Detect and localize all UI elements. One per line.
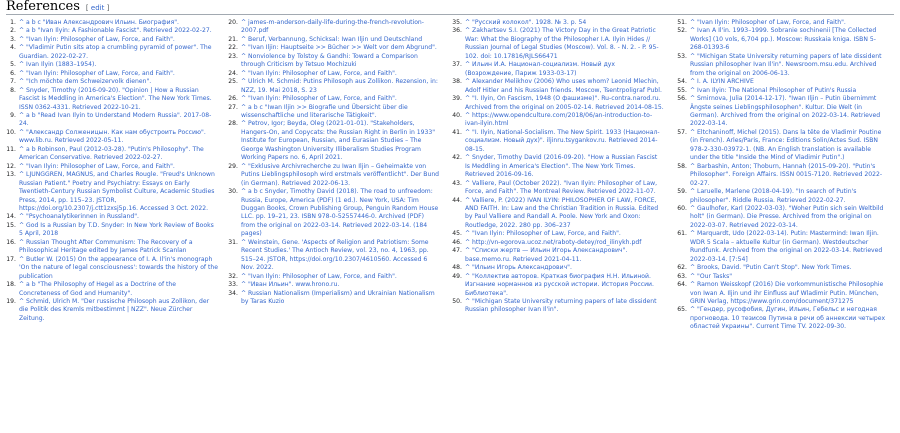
reference-number: 59. <box>677 188 687 196</box>
reference-number: 62. <box>677 264 687 272</box>
reference-item <box>228 239 440 273</box>
reference-citation-link[interactable]: ^ Russian Thought After Communism: The Recovery of a Philosophical Heritage edited by James Patrick Scanlan <box>19 238 193 255</box>
reference-number: 28. <box>228 120 238 128</box>
reference-item <box>6 163 218 171</box>
reference-citation-link[interactable]: ^ Smirnova, Julia (2014-12-17). "Iwan Iljin – Putin übernimmt Ängste seines Lieblingsphilosophen". Kultur. Die Welt (in German). Archived from the original on 2022-03-14. Retrieved 2022-03-14. <box>690 95 881 128</box>
reference-number: 34. <box>228 289 238 297</box>
reference-number: 41. <box>452 128 462 136</box>
reference-item <box>6 256 218 281</box>
reference-citation-link[interactable]: ^ "Александр Солженицын. Как нам обустроить Россию". www.lib.ru. Retrieved 2022-05-11. <box>19 128 206 145</box>
reference-number: 10. <box>6 128 16 136</box>
reference-item <box>228 70 440 78</box>
reference-citation-link[interactable]: ^ Laruelle, Marlene (2018-04-19). "In search of Putin's philosopher". Riddle Russia. Retrieved 2022-02-27. <box>690 188 857 204</box>
reference-item <box>677 27 889 52</box>
reference-citation-link[interactable]: ^ Ivan Ilyin: The National Philosopher of Putin's Russia <box>690 86 857 94</box>
reference-number: 48. <box>452 264 462 272</box>
reference-number: 54. <box>677 78 687 86</box>
reference-number: 29. <box>228 162 238 170</box>
reference-citation-link[interactable]: ^ "Ильин Игорь Александрович". <box>465 264 572 272</box>
reference-citation-link[interactable]: ^ Ivan Ilyin (1883–1954). <box>19 61 97 69</box>
reference-citation-link[interactable]: ^ Brooks, David. "Putin Can't Stop". New York Times. <box>690 264 852 272</box>
reference-citation-link[interactable]: ^ a b "Ivan Ilyin: A Fashionable Fascist". Retrieved 2022-02-27. <box>19 27 212 35</box>
reference-number: 51. <box>677 19 687 26</box>
reference-item <box>452 154 664 179</box>
reference-number: 25. <box>228 78 238 86</box>
reference-number: 39. <box>452 95 462 103</box>
reference-item <box>452 61 664 78</box>
reference-number: 30. <box>228 188 238 196</box>
reference-item <box>228 104 440 121</box>
reference-citation-link[interactable]: ^ "Коллектив авторов. Краткая биография Н.Н. Ильиной. Изгнание норманнов из русской истории. История России. Библиотека". <box>465 272 654 297</box>
reference-citation-link[interactable]: ^ LJUNGGREN, MAGNUS, and Charles Rougle. "Freud's Unknown Russian Patient." Poetry and Psychiatry: Essays on Early Twentieth-Century Russian Symbolist Culture, Academic Studies Press, 2014, pp. 115–23. JSTOR, https://doi.org/10.2307/j.ctt1zxsj5p.16. Accessed 3 Oct. 2022. <box>19 171 215 212</box>
reference-citation-link[interactable]: ^ Valliere, Paul (October 2022). "Ivan Ilyin: Philosopher of Law, Force, and Faith". The Montreal Review. Retrieved 2022-11-07. <box>465 179 658 196</box>
reference-citation-link[interactable]: ^ "Ich möchte dem Schweizervolk dienen". <box>19 78 152 86</box>
reference-citation-link[interactable]: ^ a b c Snyder, Timothy David (2018). The road to unfreedom: Russia, Europe, America (PDF) (1 ed.). New York, USA: Tim Duggan Books, Crown Publishing Group, Penguin Random House LLC. pp. 19–21, 23. ISBN 978-0-52557446-0. Archived (PDF) from the original on 2022-03-14. Retrieved 2022-03-14. (184 pages) <box>241 188 439 238</box>
reference-item <box>452 264 664 272</box>
reference-item <box>228 78 440 95</box>
reference-item <box>6 70 218 78</box>
reference-citation-link[interactable]: ^ Russian Nationalism (Imperialism) and Ukrainian Nationalism by Taras Kuzio <box>241 289 435 305</box>
reference-citation-link[interactable]: ^ Snyder, Timothy (2016-09-20). "Opinion | How a Russian Fascist Is Meddling in America's Election". The New York Times. ISSN 0362-4331. Retrieved 2022-10-21. <box>19 86 212 111</box>
section-title: References <box>6 0 80 14</box>
reference-number: 15. <box>6 221 16 229</box>
reference-number: 61. <box>677 230 687 238</box>
reference-number: 63. <box>677 272 687 280</box>
reference-item <box>6 298 218 323</box>
reference-number: 50. <box>452 297 462 305</box>
reference-item <box>677 53 889 78</box>
reference-citation-link[interactable]: ^ Ramon Weisskopf (2016) Die vorkommunistische Philosophie von Iwan A. Iljin und ihr Einfluss auf Wladimir Putin. München, GRIN Verlag, https://www.grin.com/document/371275 <box>690 281 884 305</box>
reference-citation-link[interactable]: ^ "Psychoanalytikerinnen in Russland". <box>19 213 139 221</box>
reference-item <box>228 163 440 188</box>
reference-item <box>228 44 440 52</box>
reference-item <box>6 61 218 69</box>
reference-item <box>6 112 218 129</box>
edit-section: [ edit ] <box>85 4 110 12</box>
reference-item <box>452 230 664 238</box>
reference-item <box>677 87 889 95</box>
reference-number: 55. <box>677 86 687 94</box>
reference-number: 45. <box>452 230 462 238</box>
reference-citation-link[interactable]: ^ Snyder, Timothy David (2016-09-20). "How a Russian Fascist Is Meddling in America's Election". The New York Times. Retrieved 2016-09-16. <box>465 154 658 179</box>
reference-number: 44. <box>452 196 462 204</box>
reference-item <box>6 281 218 298</box>
reference-item <box>452 19 664 27</box>
references-column-2 <box>228 19 440 431</box>
reference-item <box>677 163 889 188</box>
reference-citation-link[interactable]: ^ a b "Read Ivan Ilyin to Understand Modern Russia". 2017-08-24. <box>19 111 212 128</box>
reference-citation-link[interactable]: ^ "Michigan State University returning papers of late dissident Russian philosopher Ivan Il'in". Newsroom.msu.edu. Archived from the original on 2006-06-13. <box>690 52 882 77</box>
reference-item <box>677 205 889 230</box>
reference-item <box>6 19 218 27</box>
reference-number: 43. <box>452 179 462 187</box>
reference-item <box>452 27 664 61</box>
reference-number: 33. <box>228 281 238 289</box>
reference-citation-link[interactable]: ^ "Vladimir Putin sits atop a crumbling pyramid of power". The Guardian. 2022-02-27. <box>19 44 212 60</box>
reference-citation-link[interactable]: ^ Alexander Melikhov (2006) Who uses whom? Leonid Mlechin, Adolf Hitler and his Russian friends. Moscow, Tsentrpoligraf Publ. <box>465 78 662 94</box>
reference-item <box>6 146 218 163</box>
references-column-1 <box>6 19 218 431</box>
reference-item <box>6 27 218 35</box>
reference-citation-link[interactable]: ^ Ivan A Il'in. 1993–1999. Sobranie sochinenii [The Collected Works] (10 vols, 6,704 pp.). Moscow: Russkaia kniga. ISBN 5-268-01393-6 <box>690 27 877 52</box>
reference-citation-link[interactable]: ^ Beruf, Verbannung, Schicksal: Iwan Iljin und Deutschland <box>241 35 423 43</box>
reference-number: 42. <box>452 154 462 162</box>
reference-citation-link[interactable]: ^ Zakhartsev S.I. (2021) The Victory Day in the Great Patriotic War: What the Biography of the Philosopher I.A. Ilyin Hides // Russian Journal of Legal Studies (Moscow). Vol. 8. - N. 2. - P. 95-102. doi: 10.17816/RJLS66471 <box>465 27 659 60</box>
reference-number: 37. <box>452 61 462 69</box>
reference-citation-link[interactable]: ^ "Our Tasks" <box>690 272 733 280</box>
reference-item <box>6 87 218 112</box>
reference-number: 58. <box>677 162 687 170</box>
reference-item <box>452 197 664 231</box>
reference-number: 47. <box>452 247 462 255</box>
reference-number: 32. <box>228 272 238 280</box>
reference-citation-link[interactable]: ^ "Ivan Ilyin: Philosopher of Law, Force, and Faith". <box>19 69 175 77</box>
reference-number: 18. <box>6 281 16 289</box>
reference-number: 9. <box>10 111 16 119</box>
reference-item <box>452 247 664 264</box>
reference-citation-link[interactable]: ^ "Ivan Ilyin: Philosopher of Law, Force, and Faith". <box>19 35 175 43</box>
reference-citation-link[interactable]: ^ Petrov, Igor; Beyda, Oleg (2021-01-01). "Stakeholders, Hangers-On, and Copycats: the Russian Right in Berlin in 1933" Institute for European, Russian, and Eurasian Studies – The George Washington University Illiberalism Studies Program Working Papers no. 6, April 2021. <box>241 120 436 162</box>
reference-number: 36. <box>452 27 462 35</box>
reference-item <box>677 95 889 129</box>
reference-item <box>677 264 889 272</box>
reference-citation-link[interactable]: ^ Gaulhofer, Karl (2022-03-03). "Woher Putin sich sein Weltbild holt" (in German). Die Presse. Archived from the original on 2022-03-07. Retrieved 2022-03-14. <box>690 204 884 229</box>
reference-citation-link[interactable]: ^ http://vn-egorova.ucoz.net/raboty-detey/rod_ilinykh.pdf <box>465 238 642 246</box>
references-column-4 <box>677 19 889 431</box>
reference-item <box>6 213 218 221</box>
reference-citation-link[interactable]: ^ "Иван Ильин". www.hrono.ru. <box>241 281 340 289</box>
reference-number: 3. <box>10 35 16 43</box>
reference-number: 56. <box>677 95 687 103</box>
reference-item <box>228 281 440 289</box>
reference-item <box>677 281 889 306</box>
reference-item <box>677 306 889 331</box>
reference-item <box>6 129 218 146</box>
reference-citation-link[interactable]: ^ "Ivan Ilyin: Philosopher of Law, Force, and Faith". <box>690 19 846 26</box>
reference-number: 26. <box>228 95 238 103</box>
reference-number: 64. <box>677 281 687 289</box>
reference-citation-link[interactable]: ^ "I. Ilyin, National-Socialism. The New Spirit. 1933 (Национал-социализм. Новый дух)". iljinru.tsygankov.ru. Retrieved 2014-08-15. <box>465 128 660 153</box>
reference-item <box>452 239 664 247</box>
reference-item <box>228 273 440 281</box>
reference-number: 6. <box>10 69 16 77</box>
reference-citation-link[interactable]: ^ https://www.opendculture.com/2018/06/an-introduction-to-ivan-ilyin.html <box>465 111 653 128</box>
reference-item <box>677 188 889 205</box>
reference-item <box>677 78 889 86</box>
references-column-3 <box>452 19 664 431</box>
reference-number: 8. <box>10 86 16 94</box>
reference-item <box>452 180 664 197</box>
reference-number: 57. <box>677 128 687 136</box>
reference-citation-link[interactable]: ^ Valliere, P. (2022) IVAN ILYIN: PHILOSOPHER OF LAW, FORCE, AND FAITH. In: Law and the Christian Tradition in Russia. Edited by Paul Valliere and Randall A. Poole. New York and Oxon: Routledge, 2022. 280 pp. 306–237 <box>465 196 659 229</box>
reference-item <box>677 129 889 163</box>
edit-link[interactable]: edit <box>90 4 105 12</box>
reference-citation-link[interactable]: ^ "Списки жертв — Ильин Игорь Александрович". base.memo.ru. Retrieved 2021-04-11. <box>465 247 628 263</box>
reference-citation-link[interactable]: ^ God Is a Russian by T.D. Snyder: In New York Review of Books 5 April, 2018 <box>19 221 214 238</box>
reference-item <box>677 273 889 281</box>
reference-citation-link[interactable]: ^ a b Robinson, Paul (2012-03-28). "Putin's Philosophy". The American Conservative. Retrieved 2022-02-27. <box>19 145 204 162</box>
reference-citation-link[interactable]: ^ "Michigan State University returning papers of late dissident Russian philosopher Ivan Il'in". <box>465 297 657 314</box>
reference-number: 52. <box>677 27 687 35</box>
reference-number: 22. <box>228 44 238 52</box>
reference-number: 2. <box>10 27 16 35</box>
reference-number: 65. <box>677 306 687 314</box>
reference-number: 20. <box>228 19 238 26</box>
reference-citation-link[interactable]: ^ "Exklusive Archivrecherche zu Iwan Iljin – Geheimakte von Putins Lieblingsphilosoph wird erstmals veröffentlicht". Der Bund (in German). Retrieved 2022-06-13. <box>241 162 440 187</box>
reference-item <box>452 273 664 298</box>
reference-item <box>228 53 440 70</box>
reference-item <box>452 298 664 315</box>
reference-item <box>6 171 218 213</box>
reference-number: 49. <box>452 272 462 280</box>
reference-number: 1. <box>10 19 16 26</box>
reference-item <box>6 222 218 239</box>
references-heading <box>6 0 894 15</box>
reference-number: 19. <box>6 297 16 305</box>
reference-number: 31. <box>228 238 238 246</box>
reference-number: 16. <box>6 238 16 246</box>
reference-citation-link[interactable]: ^ Schmid, Ulrich M. "Der russische Philosoph aus Zollikon, der die Politik des Kremls mitbestimmt | NZZ". Neue Zürcher Zeitung. <box>19 297 210 322</box>
reference-item <box>6 78 218 86</box>
reference-number: 14. <box>6 213 16 221</box>
reference-citation-link[interactable]: ^ Ulrich M. Schmid: Putins Philosoph aus Zollikon. Rezension, in: NZZ, 19. Mai 2018, S. 23 <box>241 78 438 94</box>
reference-number: 46. <box>452 238 462 246</box>
reference-number: 5. <box>10 61 16 69</box>
reference-number: 24. <box>228 69 238 77</box>
reference-citation-link[interactable]: ^ Barbashin, Anton; Thoburn, Hannah (2015-09-20). "Putin's Philosopher". Foreign Affairs. ISSN 0015-7120. Retrieved 2022-02-27. <box>690 162 883 187</box>
reference-citation-link[interactable]: ^ "Ivan Ilyin: Philosopher of Law, Force, and Faith". <box>241 272 397 280</box>
reference-citation-link[interactable]: ^ a b "The Philosophy of Hegel as a Doctrine of the Concreteness of God and Humanity". <box>19 281 177 297</box>
reference-number: 7. <box>10 78 16 86</box>
reference-citation-link[interactable]: ^ "Ivan Ilyin: Philosopher of Law, Force, and Faith". <box>241 95 397 103</box>
reference-citation-link[interactable]: ^ Eltchaninoff, Michel (2015). Dans la tête de Vladimir Poutine (in French). Arles/Paris, France: Editions Solin/Actes Sud. ISBN 978-2-330-03972-1. (NB. An English translation is available under the title "Inside the Mind of Vladimir Putin".) <box>690 128 882 162</box>
reference-number: 12. <box>6 162 16 170</box>
reference-number: 11. <box>6 145 16 153</box>
reference-citation-link[interactable]: ^ a b c "Iwan Iljin >> Biografie und Übersicht über die wissenschaftliche und literarische Tätigkeit". <box>241 103 408 119</box>
reference-citation-link[interactable]: ^ "Ivan Iljin: Hauptseite >> Bücher >> Welt vor dem Abgrund". <box>241 44 437 52</box>
reference-item <box>6 36 218 44</box>
reference-citation-link[interactable]: ^ Weinstein, Gene. 'Aspects of Religion and Patriotism: Some Recent Studies.' The Antioch Review, vol. 23, no. 4, 1963, pp. 515–24. JSTOR, https://doi.org/10.2307/4610560. Accessed 6 Nov. 2022. <box>241 238 429 272</box>
reference-citation-link[interactable]: ^ Marquardt, Udo (2022-03-14). Putin: Mastermind: Iwan Iljin. WDR 5 Scala – aktuelle Kultur (in German). Westdeutscher Rundfunk. Archived from the original on 2022-03-14. Retrieved 2022-03-14. [7:54] <box>690 230 883 263</box>
reference-number: 60. <box>677 204 687 212</box>
reference-citation-link[interactable]: ^ Nonviolence by Tolstoy & Gandhi: Toward a Comparison through Criticism by Tetsuo Mochizuki <box>241 52 418 69</box>
reference-item <box>677 19 889 27</box>
reference-number: 40. <box>452 111 462 119</box>
reference-number: 13. <box>6 171 16 179</box>
reference-item <box>228 188 440 239</box>
reference-item <box>228 290 440 307</box>
reference-number: 35. <box>452 19 462 26</box>
reference-item <box>677 230 889 264</box>
reference-item <box>6 44 218 61</box>
reference-item <box>6 239 218 256</box>
reference-item <box>228 95 440 103</box>
reference-citation-link[interactable]: ^ "Ivan Ilyin: Philosopher of Law, Force, and Faith". <box>241 69 397 77</box>
reference-citation-link[interactable]: ^ a b c "Иван Александрович Ильин. Биография". <box>19 19 179 26</box>
reference-number: 27. <box>228 103 238 111</box>
reference-item <box>452 95 664 112</box>
reference-number: 21. <box>228 35 238 43</box>
reference-number: 4. <box>10 44 16 52</box>
reference-number: 38. <box>452 78 462 86</box>
reference-citation-link[interactable]: ^ "Русский колокол". 1928. № 3. p. 54 <box>465 19 587 26</box>
reference-item <box>452 112 664 129</box>
reference-number: 17. <box>6 255 16 263</box>
reference-item <box>228 120 440 162</box>
reference-item <box>228 19 440 36</box>
reference-item <box>452 129 664 154</box>
reference-number: 53. <box>677 52 687 60</box>
reference-citation-link[interactable]: ^ "Гендер, русофобия, Дугин, Ильин, Гебельс и негодная прогновода. 10 тезисов Путина в речи об аннексии четырех областей Украины". Current Time TV. 2022-09-30. <box>690 306 886 331</box>
reference-citation-link[interactable]: ^ I. A. ILYIN ARCHIVE <box>690 78 754 86</box>
reference-citation-link[interactable]: ^ "Ivan Ilyin: Philosopher of Law, Force, and Faith". <box>19 162 175 170</box>
reference-citation-link[interactable]: ^ james-m-anderson-daily-life-during-the-french-revolution-2007.pdf <box>241 19 424 35</box>
reference-citation-link[interactable]: ^ "I. Ilyin, On Fascism, 1948 (О фашизме)". Ru-contra.narod.ru. Archived from the original on 2005-02-14. Retrieved 2014-08-15. <box>465 95 664 111</box>
reference-number: 23. <box>228 52 238 60</box>
reference-citation-link[interactable]: ^ Ильин И.А. Национал-социализм. Новый дух (Возрождение, Париж 1933-03-17) <box>465 61 615 77</box>
reference-citation-link[interactable]: ^ "Ivan Ilyin: Philosopher of Law, Force, and Faith". <box>465 230 621 238</box>
reference-citation-link[interactable]: ^ Butler W. (2015) On the appearance of I. A. Il'in's monograph 'On the nature of legal consciousness': towards the history of the publication <box>19 255 218 280</box>
reference-item <box>228 36 440 44</box>
reference-item <box>452 78 664 95</box>
